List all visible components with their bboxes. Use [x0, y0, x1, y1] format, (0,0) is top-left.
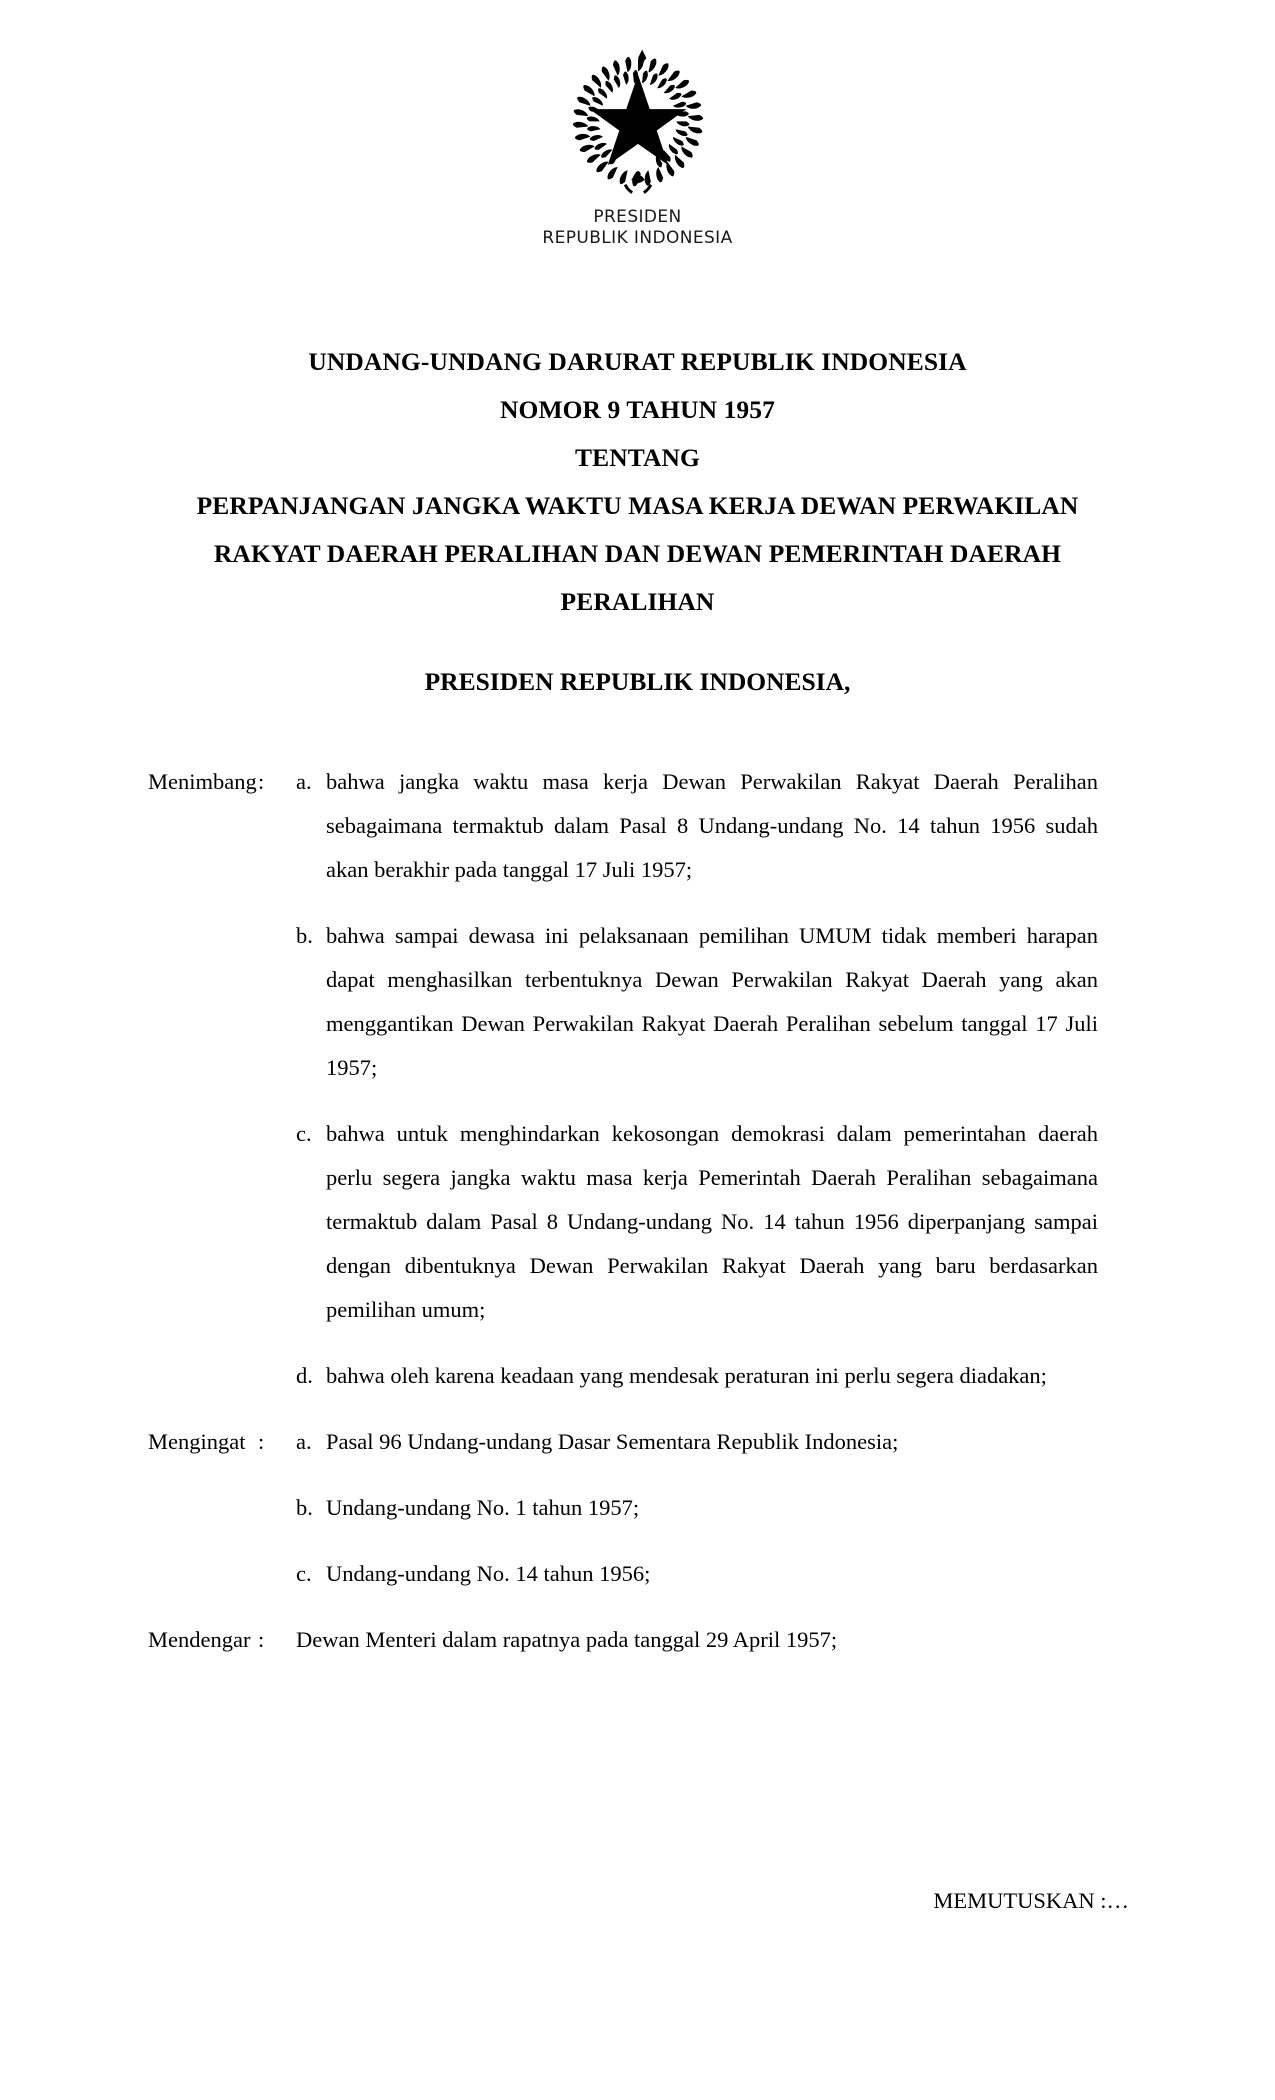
section-mendengar	[0, 1618, 1275, 1662]
clause-row	[0, 1112, 1275, 1332]
memutuskan-note: MEMUTUSKAN :…	[933, 1888, 1129, 1913]
clause-text: Dewan Menteri dalam rapatnya pada tanggal 29 April 1957;	[296, 1627, 838, 1652]
clause-marker: d.	[296, 1363, 313, 1388]
clause-row	[0, 760, 1275, 892]
indonesia-presidential-seal-icon	[553, 48, 723, 198]
clause-text: Undang-undang No. 14 tahun 1956;	[326, 1561, 651, 1586]
president-heading: PRESIDEN REPUBLIK INDONESIA,	[424, 667, 851, 696]
clause-label: Menimbang	[148, 769, 257, 794]
spacer	[0, 1398, 1275, 1420]
emblem-caption-line1: PRESIDEN	[593, 207, 682, 227]
clause-row	[0, 1354, 1275, 1398]
clause-row	[0, 1552, 1275, 1596]
title-line-subject: PERPANJANGAN JANGKA WAKTU MASA KERJA DEWAN PERWAKILAN RAKYAT DAERAH PERALIHAN DAN DEWAN PEMERINTAH DAERAH PERALIHAN	[196, 491, 1079, 616]
emblem-block	[0, 48, 1275, 249]
spacer	[0, 1464, 1275, 1486]
clauses-container	[0, 760, 1275, 1662]
clause-text: Undang-undang No. 1 tahun 1957;	[326, 1495, 640, 1520]
clause-colon: :	[258, 769, 265, 794]
spacer	[0, 1332, 1275, 1354]
emblem-caption-line2: REPUBLIK INDONESIA	[542, 228, 733, 248]
clause-row	[0, 914, 1275, 1090]
clause-colon: :	[258, 1429, 265, 1454]
clause-colon: :	[258, 1627, 265, 1652]
title-line-law-type: UNDANG-UNDANG DARURAT REPUBLIK INDONESIA	[308, 347, 967, 376]
spacer	[0, 892, 1275, 914]
clause-text: bahwa jangka waktu masa kerja Dewan Perwakilan Rakyat Daerah Peralihan sebagaimana termaktub dalam Pasal 8 Undang-undang No. 14 tahun 1956 sudah akan berakhir pada tanggal 17 Juli 1957;	[326, 769, 1098, 882]
clause-text: bahwa oleh karena keadaan yang mendesak peraturan ini perlu segera diadakan;	[326, 1363, 1047, 1388]
clause-marker: a.	[296, 769, 312, 794]
clause-row	[0, 1486, 1275, 1530]
clause-label: Mengingat	[148, 1429, 246, 1454]
clause-text: Pasal 96 Undang-undang Dasar Sementara Republik Indonesia;	[326, 1429, 899, 1454]
spacer	[0, 1090, 1275, 1112]
clause-text: bahwa untuk menghindarkan kekosongan demokrasi dalam pemerintahan daerah perlu segera jangka waktu masa kerja Pemerintah Daerah Peralihan sebagaimana termaktub dalam Pasal 8 Undang-undang No. 14 tahun 1956 diperpanjang sampai dengan dibentuknya Dewan Perwakilan Rakyat Daerah yang baru berdasarkan pemilihan umum;	[326, 1121, 1098, 1322]
section-menimbang	[0, 760, 1275, 1398]
spacer	[0, 1530, 1275, 1552]
clause-text: bahwa sampai dewasa ini pelaksanaan pemilihan UMUM tidak memberi harapan dapat menghasilkan terbentuknya Dewan Perwakilan Rakyat Daerah yang akan menggantikan Dewan Perwakilan Rakyat Daerah Peralihan sebelum tanggal 17 Juli 1957;	[326, 923, 1098, 1080]
clause-marker: c.	[296, 1121, 312, 1146]
clause-marker: b.	[296, 923, 313, 948]
clause-marker: a.	[296, 1429, 312, 1454]
clause-row	[0, 1420, 1275, 1464]
section-mengingat	[0, 1420, 1275, 1596]
emblem-caption	[0, 207, 1275, 249]
spacer	[0, 1596, 1275, 1618]
title-line-about: TENTANG	[575, 443, 700, 472]
clause-marker: c.	[296, 1561, 312, 1586]
clause-label: Mendengar	[148, 1627, 251, 1652]
clause-marker: b.	[296, 1495, 313, 1520]
clause-row	[0, 1618, 1275, 1662]
document-title	[140, 338, 1135, 626]
title-line-number: NOMOR 9 TAHUN 1957	[500, 395, 775, 424]
